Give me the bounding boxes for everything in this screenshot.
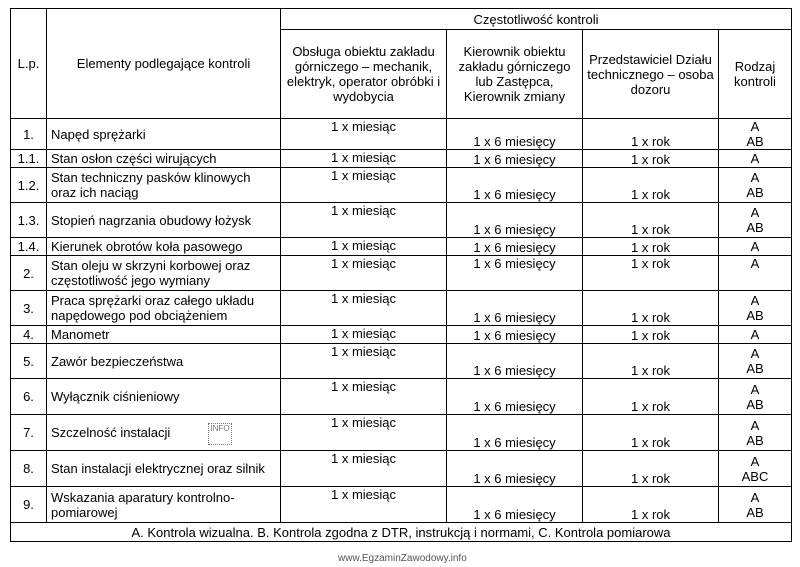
row-operator: 1 x miesiąc bbox=[281, 326, 447, 344]
row-manager: 1 x 6 miesięcy bbox=[447, 326, 583, 344]
row-technical: 1 x rok bbox=[583, 487, 719, 523]
row-lp: 1. bbox=[11, 119, 47, 150]
row-operator: 1 x miesiąc bbox=[281, 256, 447, 291]
header-frequency: Częstotliwość kontroli bbox=[281, 9, 792, 30]
table-row bbox=[11, 326, 792, 344]
type-code-1: A bbox=[750, 205, 760, 220]
type-code-1: A bbox=[750, 293, 760, 308]
row-element: Zawór bezpieczeństwa bbox=[47, 344, 281, 379]
type-code-2: AB bbox=[746, 308, 764, 323]
row-element: Stan techniczny pasków klinowych oraz ich naciąg bbox=[47, 168, 281, 203]
row-manager: 1 x 6 miesięcy bbox=[447, 344, 583, 379]
row-technical: 1 x rok bbox=[583, 379, 719, 415]
row-technical: 1 x rok bbox=[583, 119, 719, 150]
row-technical: 1 x rok bbox=[583, 326, 719, 344]
row-type bbox=[719, 291, 792, 326]
type-code-2: AB bbox=[746, 220, 764, 235]
table-row bbox=[11, 379, 792, 415]
row-lp: 1.2. bbox=[11, 168, 47, 203]
row-lp: 7. bbox=[11, 415, 47, 451]
row-technical: 1 x rok bbox=[583, 256, 719, 291]
type-code-1: A bbox=[750, 381, 760, 397]
row-operator: 1 x miesiąc bbox=[281, 203, 447, 238]
legend-text: A. Kontrola wizualna. B. Kontrola zgodna z DTR, instrukcją i normami, C. Kontrola pomiarowa bbox=[11, 523, 792, 542]
row-element: Wskazania aparatury kontrolno-pomiarowej bbox=[47, 487, 281, 523]
row-lp: 1.3. bbox=[11, 203, 47, 238]
row-type bbox=[719, 415, 792, 451]
header-elements: Elementy podlegające kontroli bbox=[47, 9, 281, 119]
type-code-1: A bbox=[750, 489, 760, 505]
row-element: Stan oleju w skrzyni korbowej oraz częstotliwość jego wymiany bbox=[47, 256, 281, 291]
row-technical: 1 x rok bbox=[583, 291, 719, 326]
table-body bbox=[11, 119, 792, 542]
table-row bbox=[11, 291, 792, 326]
table-row bbox=[11, 150, 792, 168]
row-operator: 1 x miesiąc bbox=[281, 379, 447, 415]
row-operator: 1 x miesiąc bbox=[281, 119, 447, 150]
row-element: Manometr bbox=[47, 326, 281, 344]
row-element: Stan osłon części wirujących bbox=[47, 150, 281, 168]
row-manager: 1 x 6 miesięcy bbox=[447, 256, 583, 291]
row-operator: 1 x miesiąc bbox=[281, 451, 447, 487]
row-technical: 1 x rok bbox=[583, 203, 719, 238]
type-code-2: AB bbox=[746, 134, 764, 149]
table-row bbox=[11, 487, 792, 523]
table-row bbox=[11, 168, 792, 203]
header-manager: Kierownik obiektu zakładu górniczego lub Zastępca, Kierownik zmiany bbox=[447, 30, 583, 119]
type-code-1: A bbox=[750, 417, 760, 433]
type-code-2: AB bbox=[746, 361, 764, 376]
row-element: Stopień nagrzania obudowy łożysk bbox=[47, 203, 281, 238]
row-operator: 1 x miesiąc bbox=[281, 291, 447, 326]
watermark: www.EgzaminZawodowy.info bbox=[338, 553, 467, 564]
row-lp: 6. bbox=[11, 379, 47, 415]
table-row bbox=[11, 451, 792, 487]
header-lp: L.p. bbox=[11, 9, 47, 119]
type-code-1: A bbox=[750, 170, 760, 185]
row-type bbox=[719, 203, 792, 238]
row-type bbox=[719, 119, 792, 150]
row-manager: 1 x 6 miesięcy bbox=[447, 168, 583, 203]
row-manager: 1 x 6 miesięcy bbox=[447, 415, 583, 451]
row-lp: 4. bbox=[11, 326, 47, 344]
legend-row bbox=[11, 523, 792, 542]
row-lp: 8. bbox=[11, 451, 47, 487]
row-technical: 1 x rok bbox=[583, 168, 719, 203]
row-lp: 1.1. bbox=[11, 150, 47, 168]
row-operator: 1 x miesiąc bbox=[281, 238, 447, 256]
row-technical: 1 x rok bbox=[583, 150, 719, 168]
row-element: Kierunek obrotów koła pasowego bbox=[47, 238, 281, 256]
row-element: Praca sprężarki oraz całego układu napędowego pod obciążeniem bbox=[47, 291, 281, 326]
table-row bbox=[11, 203, 792, 238]
header-technical: Przedstawiciel Działu technicznego – osoba dozoru bbox=[583, 30, 719, 119]
table-row bbox=[11, 344, 792, 379]
table-row bbox=[11, 415, 792, 451]
row-operator: 1 x miesiąc bbox=[281, 487, 447, 523]
table-row bbox=[11, 256, 792, 291]
row-lp: 2. bbox=[11, 256, 47, 291]
row-technical: 1 x rok bbox=[583, 344, 719, 379]
row-lp: 5. bbox=[11, 344, 47, 379]
type-code-1: A bbox=[750, 119, 760, 134]
row-technical: 1 x rok bbox=[583, 238, 719, 256]
row-type bbox=[719, 344, 792, 379]
row-element: Szczelność instalacji bbox=[47, 415, 281, 451]
type-code-2: AB bbox=[746, 504, 764, 520]
header-type: Rodzaj kontroli bbox=[719, 30, 792, 119]
row-operator: 1 x miesiąc bbox=[281, 415, 447, 451]
type-code-1: A bbox=[750, 239, 760, 254]
row-lp: 1.4. bbox=[11, 238, 47, 256]
type-code-1: A bbox=[750, 453, 760, 469]
type-code-2: AB bbox=[746, 396, 764, 412]
row-type bbox=[719, 238, 792, 256]
row-manager: 1 x 6 miesięcy bbox=[447, 203, 583, 238]
row-lp: 9. bbox=[11, 487, 47, 523]
row-manager: 1 x 6 miesięcy bbox=[447, 150, 583, 168]
row-technical: 1 x rok bbox=[583, 415, 719, 451]
row-type bbox=[719, 326, 792, 344]
row-operator: 1 x miesiąc bbox=[281, 344, 447, 379]
table-row bbox=[11, 119, 792, 150]
row-type bbox=[719, 168, 792, 203]
row-element: Stan instalacji elektrycznej oraz silnik bbox=[47, 451, 281, 487]
table-row bbox=[11, 238, 792, 256]
row-type bbox=[719, 451, 792, 487]
type-code-2: AB bbox=[746, 185, 764, 200]
type-code-2: ABC bbox=[741, 468, 769, 484]
row-manager: 1 x 6 miesięcy bbox=[447, 451, 583, 487]
type-code-1: A bbox=[750, 346, 760, 361]
row-type bbox=[719, 150, 792, 168]
header-operator: Obsługa obiektu zakładu górniczego – mechanik, elektryk, operator obróbki i wydobycia bbox=[281, 30, 447, 119]
type-code-1: A bbox=[750, 256, 760, 271]
row-type bbox=[719, 487, 792, 523]
row-manager: 1 x 6 miesięcy bbox=[447, 379, 583, 415]
row-lp: 3. bbox=[11, 291, 47, 326]
row-element: Wyłącznik ciśnieniowy bbox=[47, 379, 281, 415]
row-manager: 1 x 6 miesięcy bbox=[447, 238, 583, 256]
type-code-2: AB bbox=[746, 432, 764, 448]
type-code-1: A bbox=[750, 151, 760, 166]
row-element: Napęd sprężarki bbox=[47, 119, 281, 150]
inspection-table bbox=[10, 8, 792, 542]
type-code-1: A bbox=[750, 327, 760, 342]
row-operator: 1 x miesiąc bbox=[281, 150, 447, 168]
row-type bbox=[719, 379, 792, 415]
row-operator: 1 x miesiąc bbox=[281, 168, 447, 203]
row-manager: 1 x 6 miesięcy bbox=[447, 291, 583, 326]
row-technical: 1 x rok bbox=[583, 451, 719, 487]
row-manager: 1 x 6 miesięcy bbox=[447, 487, 583, 523]
info-stamp: INFO bbox=[208, 423, 232, 445]
row-type bbox=[719, 256, 792, 291]
row-manager: 1 x 6 miesięcy bbox=[447, 119, 583, 150]
